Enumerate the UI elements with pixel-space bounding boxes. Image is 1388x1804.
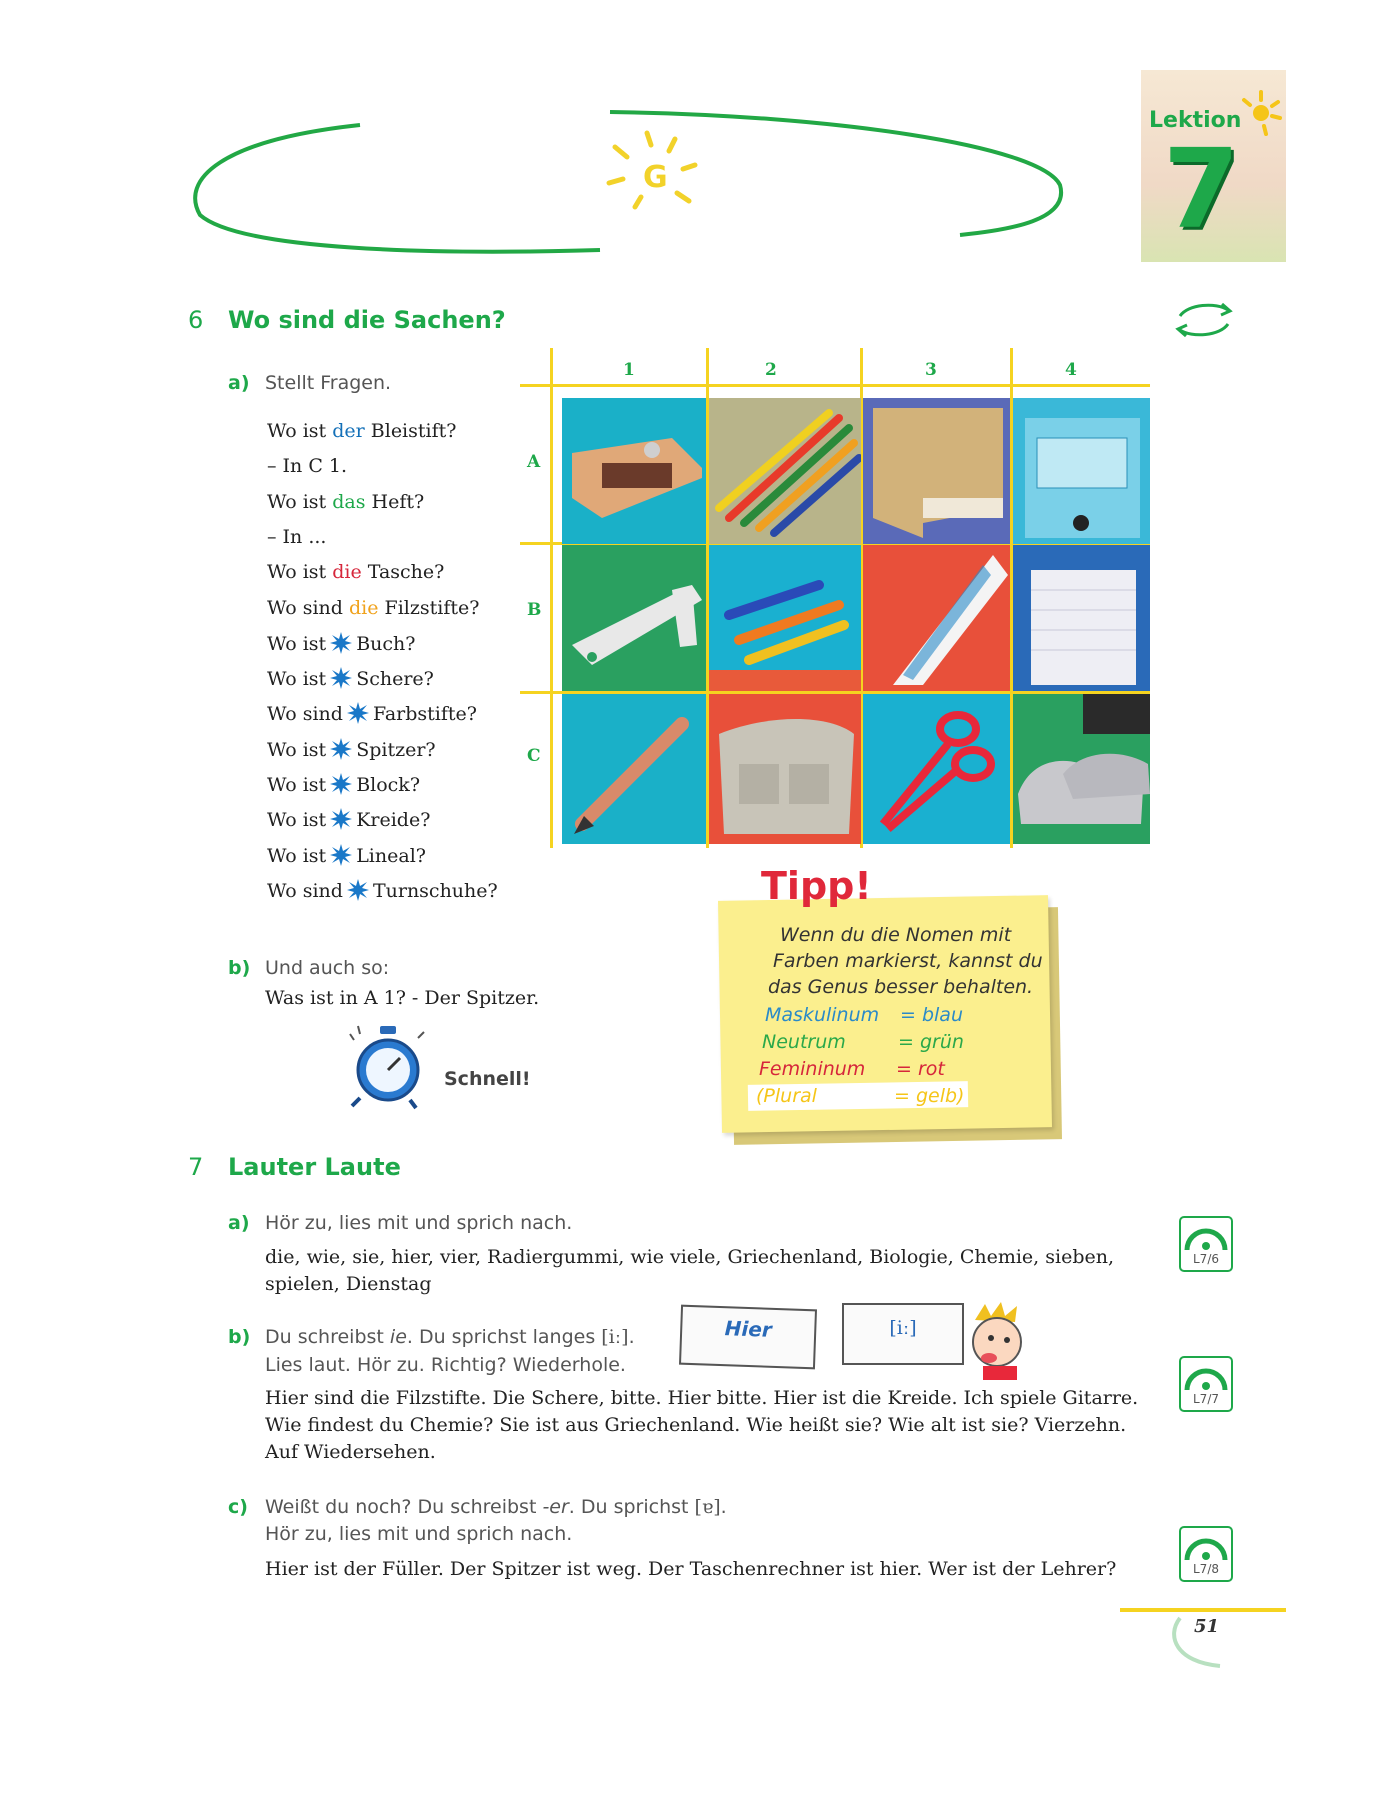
question-noun: Spitzer?	[356, 738, 436, 761]
cd-track-1[interactable]	[1179, 1216, 1233, 1272]
question-noun: Filzstifte?	[378, 596, 480, 619]
question-text: Wo ist	[267, 844, 327, 867]
article: die	[332, 561, 362, 584]
question-text: – In C 1.	[267, 455, 348, 478]
question-noun: Block?	[356, 774, 421, 796]
section-7c-text-1e: .	[720, 1496, 727, 1518]
star-icon	[326, 633, 356, 655]
section-6a-letter: a)	[228, 372, 250, 394]
section-6b-example: Was ist in A 1? - Der Spitzer.	[265, 987, 540, 1009]
section-7-number: 7	[188, 1153, 204, 1181]
section-7b-text-1e: .	[628, 1326, 635, 1348]
photo-a3-book	[863, 398, 1010, 544]
section-7b-letter: b)	[228, 1326, 251, 1348]
question-line	[267, 597, 479, 619]
hier-sign	[679, 1305, 817, 1370]
question-line	[267, 632, 415, 655]
schnell-label: Schnell!	[444, 1068, 531, 1090]
question-noun: Kreide?	[356, 809, 431, 832]
question-line	[267, 844, 426, 867]
photo-grid	[520, 348, 1160, 848]
question-text: Wo sind	[267, 703, 343, 726]
question-line	[267, 702, 477, 725]
section-7c-text-1a: Weißt du noch? Du schreibst	[265, 1496, 543, 1518]
section-7b-text-2: Lies laut. Hör zu. Richtig? Wiederhole.	[265, 1354, 626, 1376]
question-line	[267, 808, 430, 831]
question-line	[267, 561, 444, 583]
photo-b4-block	[1013, 545, 1150, 691]
section-6b-letter: b)	[228, 957, 251, 979]
section-7b-text-1c: . Du sprichst langes	[406, 1326, 602, 1348]
question-noun: Tasche?	[361, 561, 445, 584]
question-noun: Schere?	[356, 668, 434, 691]
grid-col-4: 4	[1065, 360, 1077, 380]
page-number: 51	[1194, 1616, 1220, 1637]
cd-track-3-label: L7/8	[1193, 1562, 1219, 1576]
question-noun: Turnschuhe?	[372, 879, 498, 902]
section-7c-text-1b: -er	[542, 1496, 569, 1518]
section-7c-letter: c)	[228, 1496, 248, 1518]
question-text: Wo ist	[267, 774, 327, 796]
question-noun: Lineal?	[356, 844, 426, 867]
grid-col-2: 2	[765, 360, 777, 380]
article: der	[332, 420, 365, 442]
star-icon	[326, 668, 356, 690]
question-line	[267, 738, 436, 761]
star-icon	[326, 774, 356, 796]
svg-text:G: G	[643, 160, 668, 195]
photo-c1-pencil	[562, 694, 706, 844]
stopwatch-icon	[348, 1020, 428, 1110]
question-noun: Buch?	[356, 632, 416, 655]
section-7c-text-2: Hör zu, lies mit und sprich nach.	[265, 1523, 573, 1545]
section-6a-text: Stellt Fragen.	[265, 372, 392, 394]
lesson-badge	[1141, 70, 1286, 262]
photo-c4-sneakers	[1013, 694, 1150, 844]
section-7a-text: Hör zu, lies mit und sprich nach.	[265, 1212, 573, 1234]
question-text: Wo ist	[267, 561, 333, 584]
ipa-sign-text: [iː]	[889, 1317, 917, 1339]
question-text: – In ...	[267, 525, 327, 548]
photo-c3-scissors	[863, 694, 1010, 844]
tipp-line-3: das Genus besser behalten.	[768, 976, 1034, 998]
section-7c-body: Hier ist der Füller. Der Spitzer ist weg. Der Taschenrechner ist hier. Wer ist der Lehrer?	[265, 1558, 1117, 1580]
section-7b-text-1a: Du schreibst	[265, 1326, 390, 1348]
question-text: Wo sind	[267, 596, 349, 619]
hier-sign-text: Hier	[724, 1316, 773, 1342]
header-ellipse	[180, 100, 1080, 260]
question-noun: Bleistift?	[364, 420, 457, 442]
section-7b-text-1	[265, 1326, 635, 1348]
cd-track-2[interactable]	[1179, 1356, 1233, 1412]
article: die	[348, 596, 379, 619]
section-7b-text-1b: ie	[389, 1326, 407, 1348]
question-text: Wo ist	[267, 632, 327, 655]
tipp-gender-name: Neutrum	[762, 1031, 846, 1053]
section-7b-body-3: Auf Wiedersehen.	[265, 1441, 436, 1463]
section-7a-letter: a)	[228, 1212, 250, 1234]
question-text: Wo ist	[267, 809, 327, 832]
photo-a1-sharpener	[562, 398, 706, 544]
star-icon	[343, 880, 373, 902]
star-icon	[326, 739, 356, 761]
tipp-gender-value: = blau	[900, 1004, 963, 1026]
tipp-line-2: Farben markierst, kannst du	[773, 950, 1043, 972]
photo-a2-pencils	[709, 398, 861, 544]
badge-sun-icon	[1236, 88, 1286, 138]
cd-track-2-label: L7/7	[1193, 1392, 1219, 1406]
pair-work-icon	[1172, 300, 1236, 340]
question-text: Wo ist	[267, 738, 327, 761]
tipp-gender-value: = rot	[896, 1058, 945, 1080]
photo-b3-chalk	[863, 545, 1010, 691]
tipp-title: Tipp!	[761, 864, 872, 908]
question-text: Wo ist	[267, 490, 333, 513]
tipp-gender-value: = gelb)	[894, 1085, 965, 1107]
question-text: Wo ist	[267, 668, 327, 691]
grid-row-a: A	[527, 452, 541, 472]
question-line	[267, 667, 434, 690]
ipa-sign	[842, 1303, 964, 1365]
section-7a-body-1: die, wie, sie, hier, vier, Radiergummi, wie viele, Griechenland, Biologie, Chemie, sieben,	[265, 1246, 1115, 1268]
sun-icon	[609, 133, 695, 207]
question-line	[267, 491, 424, 513]
grid-row-b: B	[527, 600, 542, 620]
section-7c-text-1	[265, 1496, 727, 1518]
section-7c-text-1c: . Du sprichst	[568, 1496, 695, 1518]
section-7c-ipa: [ɐ]	[694, 1496, 721, 1518]
question-line	[267, 773, 420, 796]
question-line	[267, 526, 326, 548]
boy-face-icon	[955, 1300, 1035, 1380]
section-6-number: 6	[188, 306, 204, 334]
star-icon	[326, 809, 356, 831]
tipp-gender-name: (Plural	[756, 1085, 817, 1107]
grid-col-3: 3	[925, 360, 937, 380]
question-noun: Farbstifte?	[372, 703, 477, 726]
section-7b-body-2: Wie findest du Chemie? Sie ist aus Griechenland. Wie heißt sie? Wie alt ist sie? Vierzehn.	[265, 1414, 1127, 1436]
section-7-title: Lauter Laute	[228, 1153, 401, 1181]
cd-track-1-label: L7/6	[1193, 1252, 1219, 1266]
tipp-line-1: Wenn du die Nomen mit	[780, 924, 1012, 946]
question-line	[267, 420, 456, 442]
photo-b1-ruler	[562, 545, 706, 691]
tipp-gender-name: Maskulinum	[765, 1004, 880, 1026]
tipp-gender-value: = grün	[898, 1031, 964, 1053]
question-text: Wo sind	[267, 879, 343, 902]
star-icon	[343, 703, 373, 725]
cd-track-3[interactable]	[1179, 1526, 1233, 1582]
question-line	[267, 879, 498, 902]
section-7b-body-1: Hier sind die Filzstifte. Die Schere, bitte. Hier bitte. Hier ist die Kreide. Ich spiele Gitarre.	[265, 1387, 1139, 1409]
section-7a-body-2: spielen, Dienstag	[265, 1273, 432, 1295]
lesson-number: 7	[1163, 125, 1240, 253]
question-noun: Heft?	[365, 490, 425, 513]
grid-row-c: C	[527, 746, 541, 766]
star-icon	[326, 845, 356, 867]
section-6b-text: Und auch so:	[265, 957, 390, 979]
question-line	[267, 455, 347, 477]
photo-b2-felt-pens	[709, 545, 861, 691]
lesson-word: Lektion	[1149, 108, 1242, 133]
section-7b-ipa: [iː]	[601, 1326, 629, 1348]
grid-col-1: 1	[623, 360, 635, 380]
article: das	[332, 490, 366, 513]
question-text: Wo ist	[267, 420, 333, 442]
photo-a4-notebook	[1013, 398, 1150, 544]
section-6-title: Wo sind die Sachen?	[228, 306, 506, 334]
photo-c2-bag	[709, 694, 861, 844]
tipp-gender-name: Femininum	[759, 1058, 866, 1080]
